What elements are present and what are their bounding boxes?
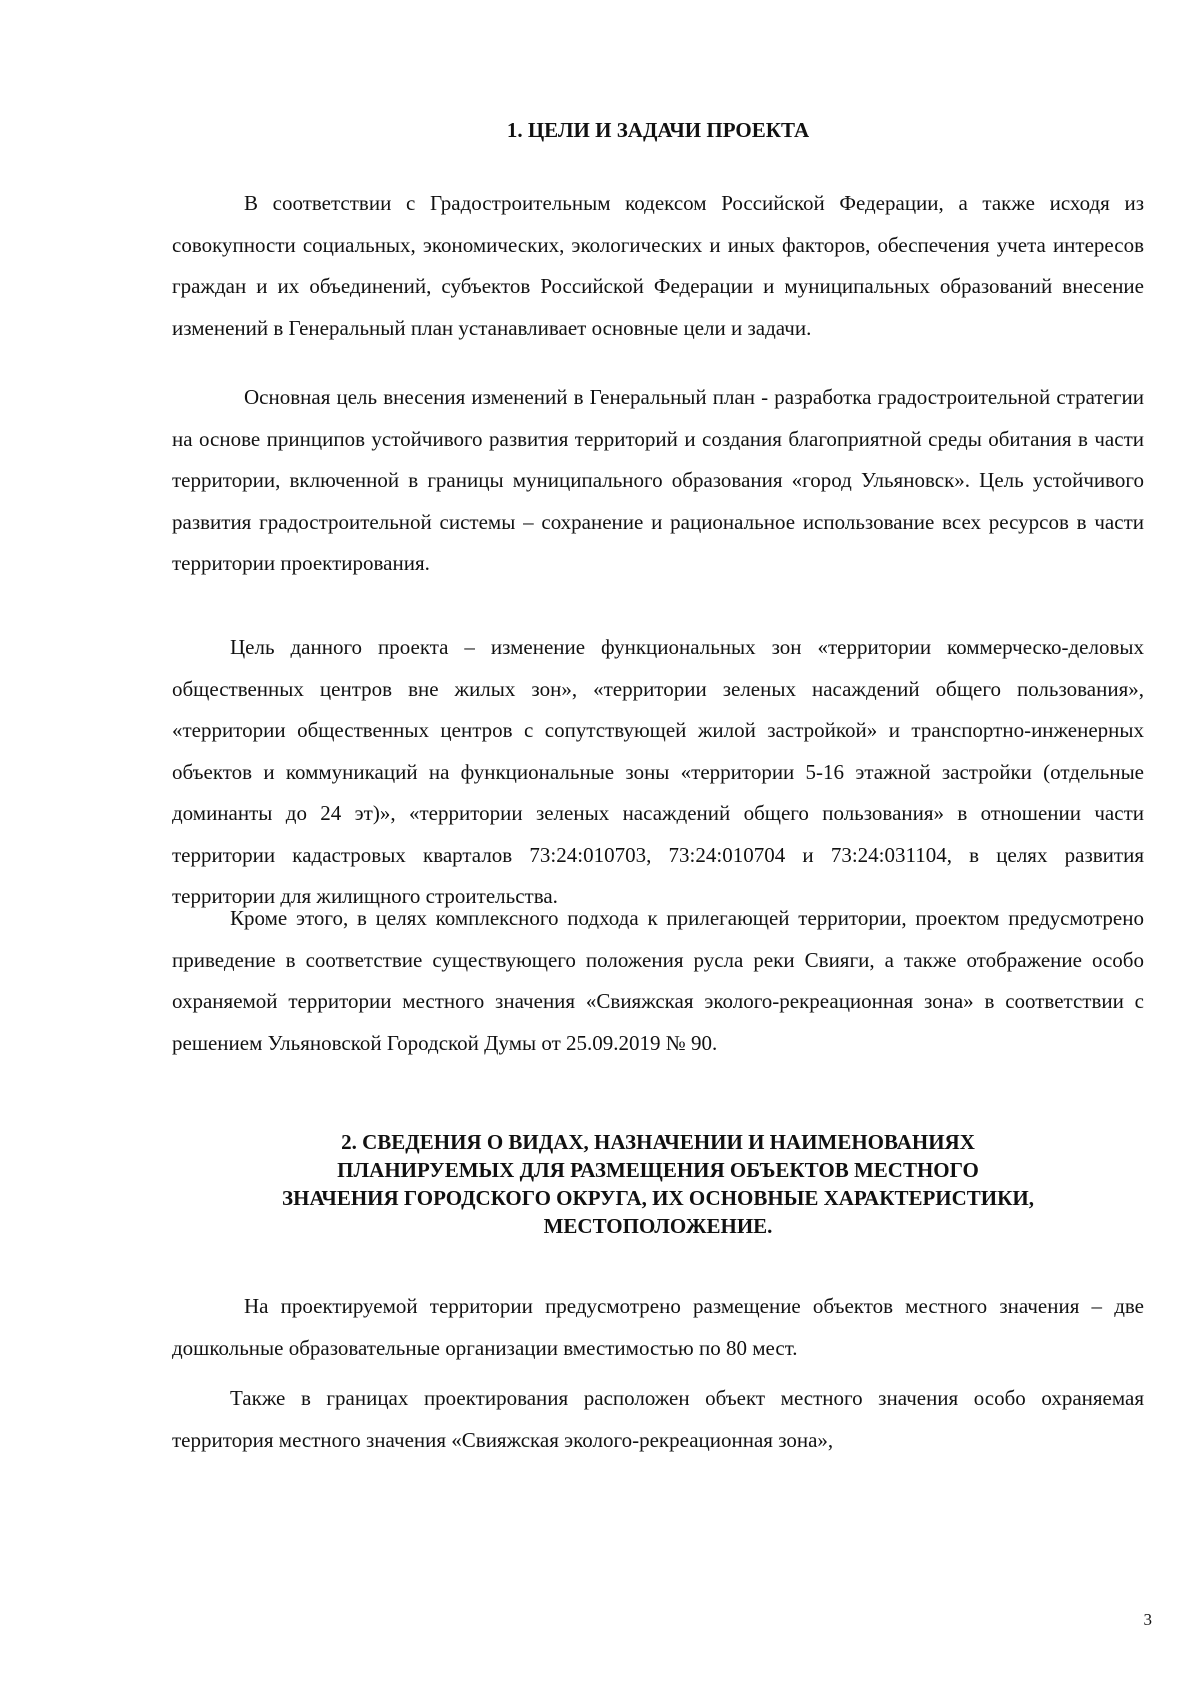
section-2-title-line-1: 2. СВЕДЕНИЯ О ВИДАХ, НАЗНАЧЕНИИ И НАИМЕНОВАНИЯХ bbox=[341, 1130, 975, 1154]
section-1-paragraph-4: Кроме этого, в целях комплексного подхода к прилегающей территории, проектом предусмотрено приведение в соответствие существующего положения русла реки Свияги, а также отображение особо охраняемой территории местного значения «Свияжская эколого-рекреационная зона» в соответствии с решением Ульяновской Городской Думы от 25.09.2019 № 90. bbox=[172, 906, 1144, 1055]
section-2-title-line-2: ПЛАНИРУЕМЫХ ДЛЯ РАЗМЕЩЕНИЯ ОБЪЕКТОВ МЕСТНОГО bbox=[337, 1158, 979, 1182]
section-1-paragraph-2: Основная цель внесения изменений в Генеральный план - разработка градостроительной стратегии на основе принципов устойчивого развития территорий и создания благоприятной среды обитания в части территории, включенной в границы муниципального образования «город Ульяновск». Цель устойчивого развития градостроительной системы – сохранение и рациональное использование всех ресурсов в части территории проектирования. bbox=[172, 385, 1144, 575]
section-1-title: 1. ЦЕЛИ И ЗАДАЧИ ПРОЕКТА bbox=[506, 118, 810, 142]
section-2-paragraph-2: Также в границах проектирования расположен объект местного значения особо охраняемая территория местного значения «Свияжская эколого-рекреационная зона», bbox=[172, 1386, 1144, 1452]
section-1-paragraph-3: Цель данного проекта – изменение функциональных зон «территории коммерческо-деловых общественных центров вне жилых зон», «территории зеленых насаждений общего пользования», «территории общественных центров с сопутствующей жилой застройкой» и транспортно-инженерных объектов и коммуникаций на функциональные зоны «территории 5-16 этажной застройки (отдельные доминанты до 24 эт)», «территории зеленых насаждений общего пользования» в отношении части территории кадастровых кварталов 73:24:010703, 73:24:010704 и 73:24:031104, в целях развития территории для жилищного строительства. bbox=[172, 635, 1144, 908]
section-1-paragraph-1: В соответствии с Градостроительным кодексом Российской Федерации, а также исходя из совокупности социальных, экономических, экологических и иных факторов, обеспечения учета интересов граждан и их объединений, субъектов Российской Федерации и муниципальных образований внесение изменений в Генеральный план устанавливает основные цели и задачи. bbox=[172, 191, 1144, 340]
page-number: 3 bbox=[1143, 1610, 1152, 1629]
section-2-title bbox=[172, 1128, 1144, 1240]
section-2-title-line-3: ЗНАЧЕНИЯ ГОРОДСКОГО ОКРУГА, ИХ ОСНОВНЫЕ ХАРАКТЕРИСТИКИ, bbox=[282, 1186, 1034, 1210]
section-2-title-line-4: МЕСТОПОЛОЖЕНИЕ. bbox=[543, 1214, 773, 1238]
section-2-paragraph-1: На проектируемой территории предусмотрено размещение объектов местного значения – две дошкольные образовательные организации вместимостью по 80 мест. bbox=[172, 1294, 1144, 1360]
